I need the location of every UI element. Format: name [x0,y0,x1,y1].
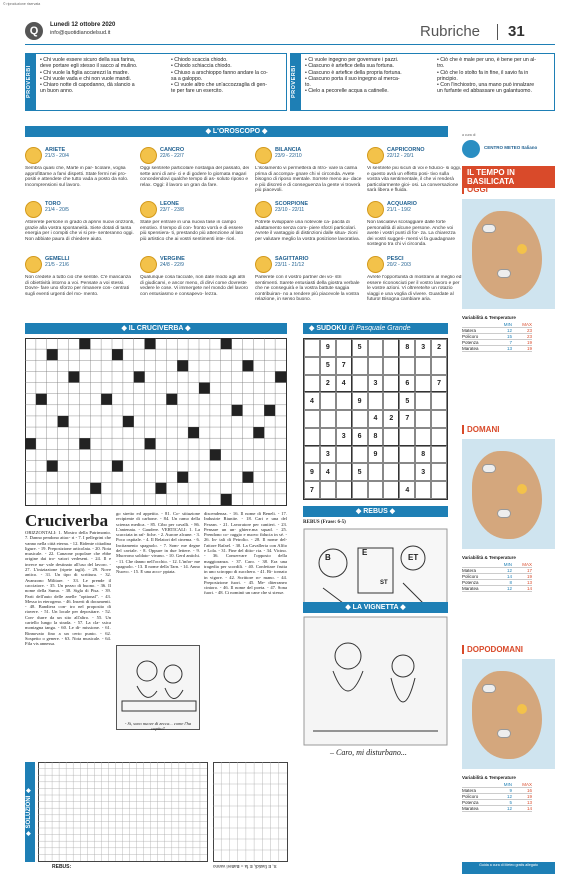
horoscope-sagittario [275,256,363,268]
leone-sign-icon [140,201,157,218]
acquario-sign-icon [367,201,384,218]
sudoku-cell[interactable] [368,357,384,375]
gemelli-sign-icon [25,256,42,273]
sudoku-cell[interactable] [304,375,320,393]
max-temp: 23 [526,328,532,333]
sudoku-cell[interactable]: 8 [399,339,415,357]
sudoku-cell[interactable] [336,339,352,357]
sign-date: 20/2 - 20/3 [387,262,411,268]
sign-text: Sembra quasi che, Marte in par- ticolare, voglia approfittarne a farvi dispetti. State fermi nei pro- positi e attendete che tutto vada a posto da solo. Incomprensioni sul lavoro. [25,166,129,188]
horoscope-scorpione [275,201,363,213]
capricorno-sign-icon [367,147,384,164]
meteo-row [462,806,532,812]
sign-name: SAGITTARIO [275,256,309,262]
meteo-table [462,782,532,812]
city-name: Policoro [462,794,479,799]
meteo-day-label: DOPODOMANI [462,645,523,654]
meteo-footer: Guida a cura di Meteo gratis allegato [462,862,555,874]
sudoku-cell[interactable]: 8 [415,446,431,464]
proverbi-col3: • Ci vuole ingegno per governare i pazzi. • Ciascuno è artefice della sua fortuna. • Ciascuno è artefice della propria fortuna. • Ciascuno porta il suo ingegno al merca- to. • Cielo a pecorelle acqua a catinelle. [305,57,402,95]
cloud-icon [482,224,496,233]
sudoku-cell[interactable]: 9 [368,446,384,464]
sudoku-cell[interactable]: 5 [399,392,415,410]
sudoku-cell[interactable]: 3 [415,463,431,481]
bilancia-sign-icon [255,147,272,164]
ariete-sign-icon [25,147,42,164]
sudoku-cell[interactable]: 4 [399,481,415,499]
sudoku-cell[interactable]: 7 [431,375,447,393]
crossword-grid[interactable] [25,338,287,506]
sudoku-cell[interactable]: 4 [304,392,320,410]
sign-date: 21/1 - 19/2 [387,207,411,213]
city-name: Matera [462,788,477,793]
cruciverba-clues-3: discendenza. - 16. Il nome di Beneli. - 17. Industrie Riunite. - 18. Cari e una del Ferzan. - 21. Lavoratore per cantieri. - 23. Pensare un un- ghiere.ma squad. - 25. Prendono co- raggio e nuovo fiducia in sé. - 26. In- tali di Petrolio. - 28. Il nome del- l'attore Rafael. - 30. La Cavalleria con Alfio e Lola. - 31. Fine del ditto- ria. - 34. Vicino. - 36. Conservare l'opposto della maggioranza. - 37. Caro. - 38. Era una tragedia per scordili. - 40. Confettare frutta in uno sciroppo di zucchero. - 41. Ri- tornato in vigore. - 42. Scrittore ro- mano. - 44. Preposizione fuori. - 45. Me- diterraneo cintoro. - 46. Il nome del poeta. - 47. Sona fuori. - 48. Ci nominò un cane che si stesse. [204,511,287,596]
sudoku-cell[interactable] [383,446,399,464]
sudoku-cell[interactable] [320,392,336,410]
scorpione-sign-icon [255,201,272,218]
sudoku-cell[interactable] [399,428,415,446]
rebus-drawing-icon [303,528,448,608]
rebus-letter-2: E [362,548,368,557]
newspaper-logo-icon: Q [25,22,43,40]
sign-text: Vi sentirete più sicuri di voi e fiducio- si oggi, e questo avrà un effetto posi- tivo sulla vostra vita sentimentale, il che vi renderà particolarmente gioi- osi. La conversazione sarà libera e fluida. [367,166,462,194]
meteo-day-label: DOMANI [462,425,499,434]
sudoku-cell[interactable] [415,375,431,393]
sudoku-cell[interactable] [383,357,399,375]
sudoku-cell[interactable] [383,428,399,446]
horoscope-capricorno [387,147,462,159]
sudoku-cell[interactable] [431,481,447,499]
sudoku-cell[interactable] [383,339,399,357]
max-temp: 19 [526,346,532,351]
sign-name: LEONE [160,201,179,207]
sudoku-cell[interactable]: 2 [431,339,447,357]
sign-name: TORO [45,201,61,207]
sign-name: GEMELLI [45,256,70,262]
meteo-table-title: Variabilità & Temperature [462,775,516,780]
horoscope-acquario [387,201,462,213]
city-name: Policoro [462,334,479,339]
pesci-sign-icon [367,256,384,273]
min-temp: 12 [506,568,512,573]
sudoku-cell[interactable]: 5 [352,463,368,481]
cruciverba-clues-2: go stretto ed appetito. - 81. Co- stituzione recipiente di carbone. - 84. Un ramo della scienza medica. - 85. Cibo per cavalli. - 86. L'antenata. - Gaudere. VERTICALI: 1. La scacciata in raf- fiche. - 2. Aurore alcune. - 3. Poco ospitale. - 4. Il Relatori del cinema. - 6. Incitamento spagnolo. - 7. Som- me degne del caviale. - 8. Oppure in due lettere. - 9. Muovono soldato- vivano. - 10. Gerd antichi. - 11. Che danno nell'occhio. - 12. L'infor- me spagnolo. - 13. Il nome della Tarn. - 14. Anno Nuovo. - 15. E una acco- ppiata. [116,511,200,575]
sudoku-cell[interactable] [383,392,399,410]
sign-name: BILANCIA [275,147,302,153]
solution-sudoku [213,762,288,862]
proverbi-col2: • Chiodo scaccia chiodo. • Chiodo schiaccia chiodo. • Chiuso a arschioppo fanno andare la co- sa a galoppo. • Ci vuole altro che un'accozzaglia di gen- te per fare un esercito. [171,57,268,95]
horoscope-gemelli [45,256,135,268]
meteo-table-head: MIN MAX [462,562,532,568]
meteo-table-title: Variabilità & Temperature [462,315,516,320]
sudoku-cell[interactable] [352,481,368,499]
min-temp: 13 [506,346,512,351]
sign-name: ARIETE [45,147,66,153]
cruciverba-clues-1: ORIZZONTALI: 1. Mostro della Patrimonio. 7. Danno pendono attac- ri - 7. I pellegrini che vanno nella città eterna. - 12. Ridente cittadina ligure. - 19. Preposizione articolata. - 20. Nota musicale. - 22. Canzone popolare che ebbe origine dai tro- vatori vedeseni. - 24. Il e invece na- vale destinato all'uso del lavoro. - 27. L'iniziazione (ripete tagli). - 29. Nove antico. - 31. Un tipo di scrittura. - 32. Avanzono Militare. - 33. Le prende il cacciatore. - 35. Un pezzo di buono. - 36. Il nome della Suma. - 38. Sigla di Pisa. - 39. Parti dell'auto delle anelle "optional". - 43. Messo in eterogeno. - 46. Inserti di documenti. - 48. Bandiera con- tro nel proposito di riavere. - 51. Un locale per depositare. - 52. Con- durre da un sito all'altro. - 55. Un cartello lungo la strada. - 57. La cla- ssica montagna tanga. - 60. Le di- missione. - 61. Rinnovato fino a un certo punto. - 62. Sospetto o genere. - 63. Nota musicale. - 64. Fila vis annessa. [25,530,111,647]
rebus-letter-1: B [325,553,331,562]
meteo-table [462,322,532,352]
meteo-row [462,346,532,352]
sudoku-cell[interactable]: 2 [320,375,336,393]
meteo-day-label: OGGI [462,185,488,194]
sudoku-cell[interactable]: 3 [368,375,384,393]
sign-text: Avrete l'opportunità di mostrarvi al meglio ed essere riconosciuti per il vostro lavoro e per le vostre azioni. Vi oltrerete/te un rotazio viaggi e una voglia di vivere. Guardate al futuro! Bisogna cambiare aria. [367,275,462,303]
max-temp: 23 [526,334,532,339]
sudoku-cell[interactable] [336,481,352,499]
sign-name: ACQUARIO [387,201,417,207]
sudoku-cell[interactable]: 5 [352,339,368,357]
vignetta-bar: ◆ LA VIGNETTA ◆ [303,602,448,613]
sudoku-cell[interactable] [415,357,431,375]
sudoku-bar: ◆ SUDOKU di Pasquale Grande [303,323,448,334]
sign-text: Attirerete persone in grado di aprirvi nuovi orizzonti, grazie alla vostra spontaneità. Siete dotati di tanta energia per i compiti che vi si pre- senteranno oggi. Non abbiate paura di chiedere aiuto. [25,220,135,242]
city-name: Potenza [462,580,479,585]
meteo-sponsor: CENTRO METEO Italiano [484,145,538,150]
city-name: Potenza [462,800,479,805]
sign-text: Potrete sviluppare una notevole ca- pacità di adattamento senza com- piere sforzi particolari. Avrete il vantaggio di distinzioni dalle situa- zioni per valutare meglio la vostra posizione lavorativa. [255,220,361,242]
sudoku-cell[interactable] [399,446,415,464]
sign-date: 22/12 - 20/1 [387,153,414,159]
sudoku-cell[interactable]: 9 [320,339,336,357]
cloud-icon [497,509,511,518]
sudoku-cell[interactable] [431,357,447,375]
sign-date: 23/10 - 22/11 [275,207,305,213]
sun-icon [517,484,527,494]
sign-name: CANCRO [160,147,185,153]
cruciverba-title: Cruciverba [25,511,109,530]
sudoku-cell[interactable] [431,463,447,481]
sudoku-cell[interactable] [399,357,415,375]
sign-text: Parlerete con il vostro partner dei vo- stri sentimenti. Sarete entusiasti della giostra verbale che ne conseguirà e la vostra battute saggia contribuiran- no a rendere più piacevole la vostra relazione, in senso buono. [255,275,360,303]
meteo-map [462,439,555,549]
sun-icon [517,244,527,254]
sudoku-cell[interactable]: 5 [320,357,336,375]
sudoku-cell[interactable] [304,357,320,375]
sudoku-cell[interactable] [336,446,352,464]
cartoon-drawing-icon [117,646,201,716]
header-date: Lunedì 12 ottobre 2020 [50,22,116,28]
meteo-title: IL TEMPO IN BASILICATA [462,166,555,188]
max-temp: 19 [526,574,532,579]
sign-date: 23/9 - 22/10 [275,153,302,159]
sign-date: 21/3 - 20/4 [45,153,69,159]
sudoku-cell[interactable] [368,481,384,499]
section-title: Rubriche [420,23,481,40]
meteo-map [462,199,555,309]
city-name: Maratea [462,586,479,591]
sudoku-cell[interactable] [368,463,384,481]
cloud-icon [482,464,496,473]
sudoku-cell[interactable]: 6 [352,428,368,446]
soluzioni-rebus-label: REBUS: [52,864,72,870]
sign-text: State per entrare in una nuova fase in campo emotivo. Il tempo di con- fronto vorrà e di essere più spensiera- ti, prestando più attenzione al lato più artistico che ai vostri sentimenti inte- riori. [140,220,244,242]
sudoku-cell[interactable] [368,392,384,410]
sign-name: VERGINE [160,256,185,262]
sudoku-cell[interactable] [431,392,447,410]
meteo-table [462,562,532,592]
vignetta-drawing-icon [303,616,448,746]
oroscopo-bar: ◆ L'OROSCOPO ◆ [25,126,448,137]
max-temp: 19 [526,340,532,345]
header-email[interactable]: info@quotidianodelsud.it [50,30,111,36]
sudoku-cell[interactable]: 4 [336,375,352,393]
sudoku-cell[interactable] [352,446,368,464]
proverbi-col4: • Ciò che è male per uno, è bene per un al- tro. • Ciò che lo stolto fa in fine, il savio fa in principio. • Con l'inchiostro, una mano può innalzare un furfante ed abbassare un galantuomo. [437,57,536,95]
cruciverba-cartoon [116,645,200,730]
cloud-icon [497,729,511,738]
sudoku-cell[interactable] [415,481,431,499]
sign-name: SCORPIONE [275,201,309,207]
rebus-letter-4: ST [380,580,388,586]
sudoku-cell[interactable]: 4 [320,463,336,481]
min-temp: 7 [509,340,512,345]
city-name: Matera [462,328,477,333]
sudoku-cell[interactable] [304,428,320,446]
horoscope-cancro [160,147,250,159]
sun-icon [517,704,527,714]
sudoku-cell[interactable] [383,463,399,481]
solution-crossword [38,762,208,862]
sudoku-cell[interactable]: 3 [415,339,431,357]
sudoku-cell[interactable]: 8 [368,428,384,446]
meteo-table-title: Variabilità & Temperature [462,555,516,560]
max-temp: 14 [526,586,532,591]
max-temp: 16 [526,788,532,793]
proverbi-col1: • Chi vuole essere sicuro della sua farina, deve portare egli stesso il sacco al mulino. • Chi vuole la figlia accarezzi la madre. • Chi vuole vada e chi non vuole mandi. • Chiaro notte di capodanno, dà slancio a un buon anno. [40,57,138,95]
sudoku-cell[interactable] [368,339,384,357]
max-temp: 13 [526,580,532,585]
max-temp: 17 [526,568,532,573]
sign-date: 24/8 - 22/9 [160,262,184,268]
sudoku-cell[interactable] [352,357,368,375]
cruciverba-bar: ◆ IL CRUCIVERBA ◆ [25,323,287,334]
sudoku-cell[interactable] [320,481,336,499]
soluzioni-label: ◆ SOLUZIONI ◆ [25,762,35,862]
sudoku-cell[interactable] [320,428,336,446]
min-temp: 15 [506,334,512,339]
sign-name: CAPRICORNO [387,147,425,153]
sagittario-sign-icon [255,256,272,273]
sudoku-cell[interactable]: 7 [304,481,320,499]
sudoku-cell[interactable] [352,375,368,393]
sign-text: Qualunque cosa facciate, non date modo agli altri di giudicarvi, e ancor meno, di dirvi come dovreste vedere le cose. Vi immergete nel mondo del lavoro con entusiasmo e consapevo- lezza. [140,275,248,297]
sudoku-cell[interactable] [415,428,431,446]
sudoku-cell[interactable] [320,410,336,428]
meteo-sponsor-label: a cura di [462,133,476,137]
meteo-row [462,586,532,592]
min-temp: 8 [509,580,512,585]
vignetta-caption: – Caro, mi disturbano... [330,748,407,757]
sudoku-cell[interactable] [415,410,431,428]
sudoku-cell[interactable] [383,481,399,499]
sign-text: Oggi sentirete particolare nostalgia del passato, dei sette anni di ami- ci e di godere lo giornata magari concedendovi qualche tempo di as- soluto riposo e relax. Oggi: il lavoro un gran da fare. [140,166,250,188]
sudoku-cell[interactable]: 9 [352,392,368,410]
sudoku-cell[interactable]: 3 [336,428,352,446]
sudoku-cell[interactable]: 3 [320,446,336,464]
min-temp: 14 [506,574,512,579]
sudoku-cell[interactable] [431,446,447,464]
toro-sign-icon [25,201,42,218]
min-temp: 12 [506,328,512,333]
copyright: © riproduzione riservata [3,2,41,6]
sign-date: 21/4 - 20/5 [45,207,69,213]
sudoku-cell[interactable] [383,375,399,393]
proverbi-box-right [290,53,555,111]
sudoku-cell[interactable]: 7 [336,357,352,375]
proverbi-label: PROVERBI [26,54,36,110]
sudoku-cell[interactable]: 9 [304,463,320,481]
min-temp: 12 [506,794,512,799]
cloud-icon [497,269,511,278]
min-temp: 9 [509,788,512,793]
min-temp: 5 [509,800,512,805]
horoscope-ariete [45,147,135,159]
horoscope-pesci [387,256,462,268]
sign-date: 22/6 - 22/7 [160,153,184,159]
sudoku-cell[interactable] [431,410,447,428]
sudoku-cell[interactable] [304,410,320,428]
city-name: Matera [462,568,477,573]
meteo-table-head: MIN MAX [462,782,532,788]
rebus-caption: REBUS (Frase: 6-5) [303,520,346,525]
sudoku-cell[interactable]: 6 [399,375,415,393]
sudoku-cell[interactable]: 2 [383,410,399,428]
proverbi-label-right: PROVERBI [291,54,301,110]
proverbi-box-left [25,53,287,111]
horoscope-bilancia [275,147,363,159]
sign-date: 23/11 - 21/12 [275,262,305,268]
sudoku-cell[interactable] [304,446,320,464]
sign-date: 23/7 - 23/8 [160,207,184,213]
soluzioni-rebus-answer: S, E fastidi, E fa = Batteri vanno [213,864,277,869]
page-number: 31 [508,23,525,40]
horoscope-leone [160,201,250,213]
sign-text: Non lasciatevi scoraggiare dalle forte personalità di alcune persone. Anche voi avete i vostri punti di for- za. La chiarezza dei vostri suggeri- menti vi fa guadagnare sostegno tra chi vi circonda. [367,220,456,248]
rebus-letter-3: ET [408,553,419,562]
min-temp: 12 [506,586,512,591]
sudoku-cell[interactable] [336,392,352,410]
horoscope-toro [45,201,135,213]
max-temp: 13 [526,800,532,805]
cloud-icon [482,684,496,693]
sign-date: 21/5 - 21/6 [45,262,69,268]
min-temp: 12 [506,806,512,811]
city-name: Potenza [462,340,479,345]
meteo-logo-icon [462,140,480,158]
sign-text: L'isolamento vi permetterà di ritro- vare la calma prima di accompa- gnare chi vi circonda. Avete bisogno di riposo mentale. Sorrete meno au- dace e più discreti e di conseguenza la gente vi troverà più piacevoli. [255,166,362,194]
city-name: Policoro [462,574,479,579]
sudoku-cell[interactable]: 7 [399,410,415,428]
meteo-table-head: MIN MAX [462,322,532,328]
sign-name: PESCI [387,256,404,262]
meteo-map [462,659,555,769]
max-temp: 19 [526,794,532,799]
cartoon-bubble: - Si, sono nuove di zecca... come l'ha capito? [124,721,192,731]
sudoku-cell[interactable] [304,339,320,357]
sign-text: Non credete a tutto ciò che sentite. C'è mancanza di obiettività intorno a voi. Pensate a voi stessi. Dovre- fare uno sforzo per rimanere con- centrati sugli eventi urgenti del mo- mento. [25,275,131,297]
sudoku-cell[interactable] [415,392,431,410]
sudoku-cell[interactable]: 4 [368,410,384,428]
sudoku-cell[interactable] [336,463,352,481]
vergine-sign-icon [140,256,157,273]
city-name: Maratea [462,806,479,811]
cancro-sign-icon [140,147,157,164]
sudoku-grid[interactable] [303,338,448,500]
sudoku-cell[interactable] [431,428,447,446]
sudoku-cell[interactable] [336,410,352,428]
rebus-bar: ◆ REBUS ◆ [303,506,448,517]
horoscope-vergine [160,256,250,268]
city-name: Maratea [462,346,479,351]
sudoku-cell[interactable] [352,410,368,428]
max-temp: 14 [526,806,532,811]
sudoku-cell[interactable] [399,463,415,481]
